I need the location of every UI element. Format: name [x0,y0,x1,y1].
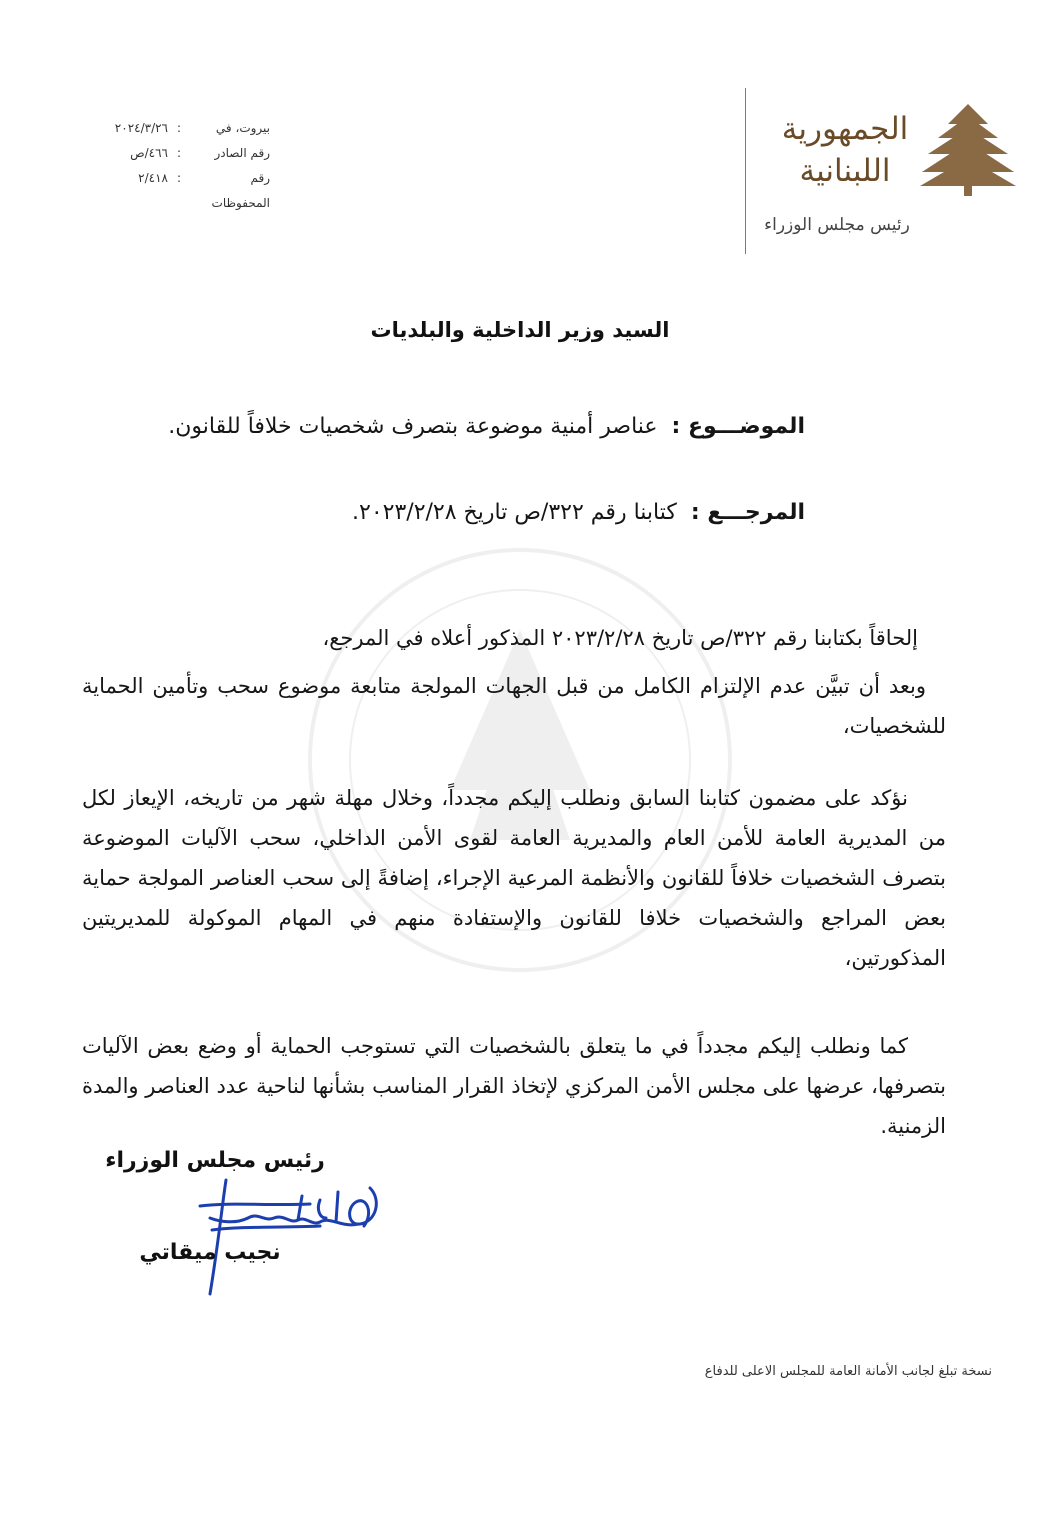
meta-separator: : [176,146,182,160]
letter-body [82,618,946,1146]
cedar-emblem-icon [918,100,1018,200]
meta-row-outgoing [40,141,270,166]
meta-date-label: بيروت، في [215,121,270,135]
meta-archive-label: رقم المحفوظات [211,171,270,210]
meta-separator: : [176,121,182,135]
meta-outgoing-label: رقم الصادر [214,146,270,160]
addressee: السيد وزير الداخلية والبلديات [370,318,670,342]
signatory-title: رئيس مجلس الوزراء [105,1148,325,1173]
meta-row-date [40,116,270,141]
office-title: رئيس مجلس الوزراء [764,215,910,235]
emblem-wordmark [770,108,920,192]
meta-row-archive [40,166,270,210]
subject-label: الموضـــوع : [671,414,805,439]
body-paragraph-2: وبعد أن تبيَّن عدم الإلتزام الكامل من قبل الجهات المولجة متابعة موضوع سحب وتأمين الحماية للشخصيات، [82,674,946,738]
letterhead [760,92,1025,252]
meta-date-value: ٢٠٢٤/٣/٢٦ [114,121,168,135]
body-paragraph-1: إلحاقاً بكتابنا رقم ٣٢٢/ص تاريخ ٢٠٢٣/٢/٢٨ المذكور أعلاه في المرجع، [322,626,918,650]
subject-text: عناصر أمنية موضوعة بتصرف شخصيات خلافاً للقانون. [168,414,658,439]
header-divider [745,88,746,254]
reference-line [352,500,805,525]
emblem-line-1: الجمهورية [781,111,909,147]
meta-outgoing-value: ٤٦٦/ص [130,146,168,160]
emblem-line-2: اللبنانية [799,153,891,189]
copy-distribution-note: نسخة تبلغ لجانب الأمانة العامة للمجلس الاعلى للدفاع [704,1364,992,1379]
handwritten-signature [170,1166,385,1296]
meta-archive-value: ٢/٤١٨ [138,171,168,185]
subject-line [168,414,805,439]
meta-separator: : [176,171,182,185]
body-paragraph-4: كما ونطلب إليكم مجدداً في ما يتعلق بالشخصيات التي تستوجب الحماية أو وضع بعض الآليات بتصرفها، عرضها على مجلس الأمن المركزي لإتخاذ القرار المناسب بشأنها لناحية عدد العناصر والمدة الزمنية. [82,1034,946,1138]
reference-label: المرجـــع : [690,500,805,525]
body-paragraph-3: نؤكد على مضمون كتابنا السابق ونطلب إليكم مجدداً، وخلال مهلة شهر من تاريخه، الإيعاز لكل من المديرية العامة للأمن العام والمديرية العامة لقوى الأمن الداخلي، سحب الآليات الموضوعة بتصرف الشخصيات خلافاً للقانون والأنظمة المرعية الإجراء، إضافةً إلى سحب العناصر المولجة حماية بعض المراجع والشخصيات خلافا للقانون والإستفادة منهم في المهام الموكولة للمديريتين المذكورتين، [82,786,946,970]
reference-metadata [40,116,270,210]
reference-text: كتابنا رقم ٣٢٢/ص تاريخ ٢٠٢٣/٢/٢٨. [352,500,677,525]
signatory-name: نجيب ميقاتي [139,1240,281,1265]
